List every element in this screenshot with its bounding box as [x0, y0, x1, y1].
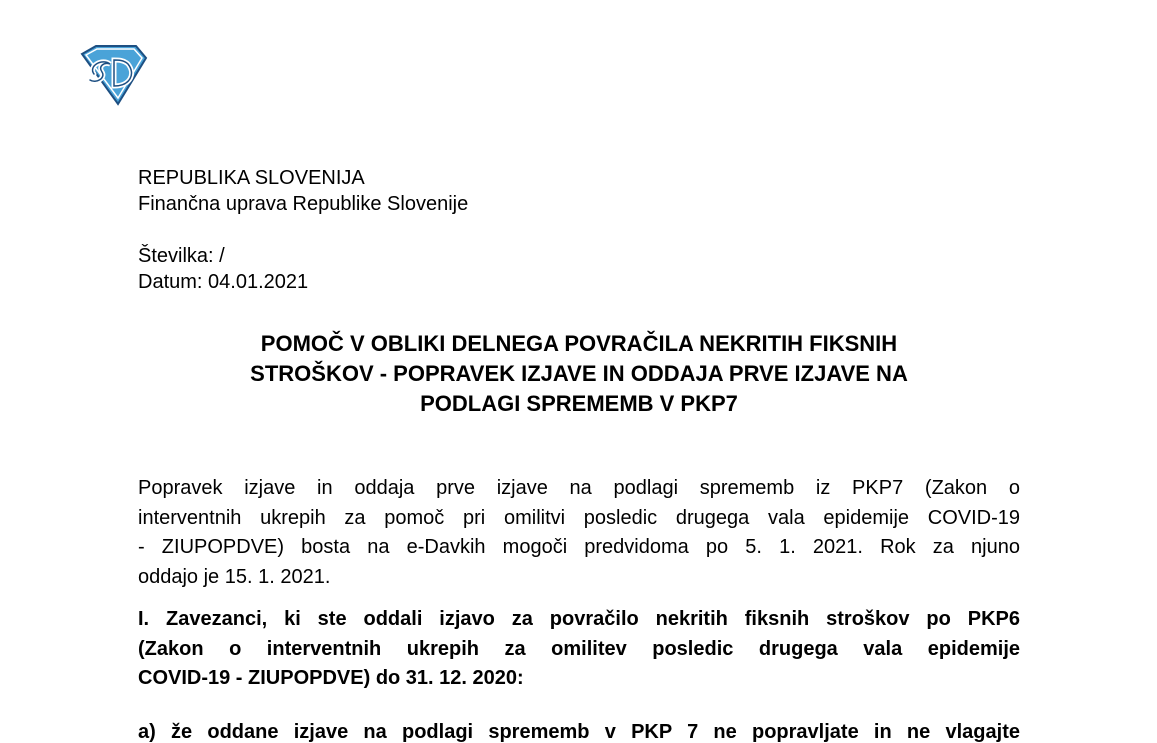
shield-logo-icon [78, 44, 148, 106]
document-number: Številka: / [138, 245, 225, 267]
item-a-paragraph [138, 718, 1020, 743]
item-a-line: a) že oddane izjave na podlagi sprememb v PKP 7 ne popravljate in ne vlagajte [138, 721, 1020, 743]
section-i-line: (Zakon o interventnih ukrepih za omilitev posledic drugega vala epidemije [138, 637, 1020, 660]
section-i-line: I. Zavezanci, ki ste oddali izjavo za povračilo nekritih fiksnih stroškov po PKP6 [138, 608, 1020, 630]
title-line-3: PODLAGI SPREMEMB V PKP7 [420, 391, 738, 416]
intro-line: interventnih ukrepih za pomoč pri omilitvi posledic drugega vala epidemije COVID-19 [138, 506, 1020, 529]
document-date: Datum: 04.01.2021 [138, 271, 309, 293]
issuer-country: REPUBLIKA SLOVENIJA [138, 167, 365, 189]
document-title [138, 329, 1020, 419]
intro-line: - ZIUPOPDVE) bosta na e-Davkih mogoči predvidoma po 5. 1. 2021. Rok za njuno [138, 536, 1020, 558]
issuer-block [138, 165, 1020, 217]
section-i-heading [138, 605, 1020, 694]
title-line-2: STROŠKOV - POPRAVEK IZJAVE IN ODDAJA PRVE IZJAVE NA [250, 361, 908, 386]
issuer-agency: Finančna uprava Republike Slovenije [138, 193, 469, 215]
intro-line: Popravek izjave in oddaja prve izjave na podlagi sprememb iz PKP7 (Zakon o [138, 477, 1020, 499]
intro-paragraph [138, 474, 1020, 592]
document-meta [138, 243, 1020, 295]
intro-line: oddajo je 15. 1. 2021. [138, 565, 331, 588]
section-i-line: COVID-19 - ZIUPOPDVE) do 31. 12. 2020: [138, 667, 524, 689]
title-line-1: POMOČ V OBLIKI DELNEGA POVRAČILA NEKRITIH FIKSNIH [260, 331, 898, 356]
logo [78, 44, 148, 106]
